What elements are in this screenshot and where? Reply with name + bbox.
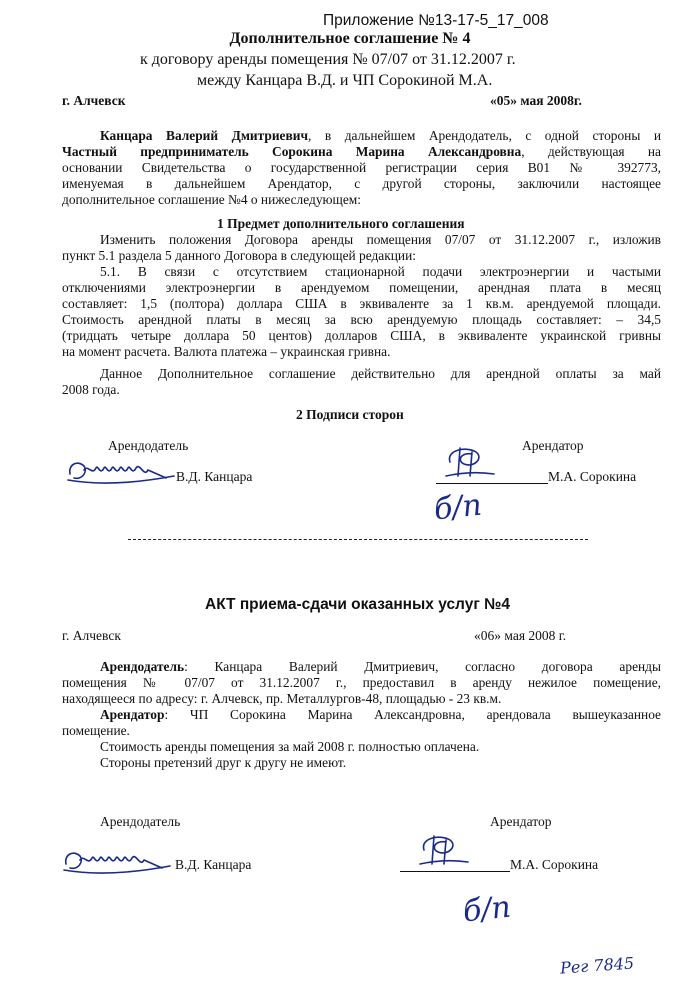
act-date: «06» мая 2008 г. [474,628,567,643]
handwritten-bp-mark-2: б/п [461,889,513,930]
section-2-title: 2 Подписи сторон [296,407,404,422]
handwritten-registration-note: Рег 7845 [559,953,635,978]
act-landlord-line-1 [62,659,661,675]
landlord-signature-1 [62,452,182,488]
intro-line-5: дополнительное соглашение №4 о нижеследующем: [62,192,361,207]
act-tenant-line-1-rest: : ЧП Сорокина Марина Александровна, арендовала вышеуказанное [164,707,661,722]
act-title: АКТ приема-сдачи оказанных услуг №4 [205,596,510,613]
agreement-tenant-label: Арендатор [522,438,584,453]
intro-line-2-rest: , действующая на [521,144,661,159]
agreement-landlord-name: В.Д. Канцара [176,469,253,484]
act-tenant-label: Арендатор [100,707,165,722]
agreement-tenant-name: М.А. Сорокина [548,469,637,484]
validity-paragraph [62,366,661,398]
act-landlord-line-3: находящееся по адресу: г. Алчевск, пр. Металлургов-48, площадью - 23 кв.м. [62,691,502,706]
act-landlord-line-1-rest: : Канцара Валерий Дмитриевич, согласно договора аренды [184,659,661,674]
act-body [62,659,661,771]
landlord-signature-2 [58,840,178,880]
intro-line-2 [62,144,661,160]
act-tenant-name: М.А. Сорокина [510,857,599,872]
section-1-line-1: Изменить положения Договора аренды помещения 07/07 от 31.12.2007 г., изложив [100,232,661,247]
agreement-date: «05» мая 2008г. [490,93,582,108]
agreement-intro [62,128,661,208]
intro-line-1 [62,128,661,144]
section-1-line-4: отключениями электроэнергии в арендуемом помещении, арендная плата в месяц [62,280,661,295]
act-sign-tenant-label: Арендатор [490,814,552,829]
section-separator [128,539,588,540]
act-city: г. Алчевск [62,628,121,643]
validity-line-2: 2008 года. [62,382,120,397]
tenant-signature-2 [410,826,480,872]
act-landlord-name: В.Д. Канцара [175,857,252,872]
handwritten-bp-mark-1: б/п [432,487,484,528]
agreement-title: Дополнительное соглашение № 4 [229,30,471,47]
agreement-subtitle-1: к договору аренды помещения № 07/07 от 31.12.2007 г. [140,51,516,68]
intro-line-1-rest: , в дальнейшем Арендодатель, с одной стороны и [308,128,661,143]
agreement-subtitle-2: между Канцара В.Д. и ЧП Сорокиной М.А. [197,72,493,89]
agreement-landlord-label: Арендодатель [108,438,189,453]
validity-line-1: Данное Дополнительное соглашение действительно для арендной оплаты за май [100,366,661,381]
tenant-full-name: Частный предприниматель Сорокина Марина Александровна [62,144,522,159]
act-landlord-line-2: помещения № 07/07 от 31.12.2007 г., предоставил в аренду нежилое помещение, [62,675,661,690]
section-1-title: 1 Предмет дополнительного соглашения [217,216,465,231]
tenant-signature-1 [436,440,506,484]
act-sign-landlord-label: Арендодатель [100,814,181,829]
landlord-full-name: Канцара Валерий Дмитриевич [100,128,308,143]
section-1-body [62,232,661,360]
act-no-claims-line: Стороны претензий друг к другу не имеют. [100,755,347,770]
section-1-line-7: (тридцать четыре доллара 50 центов) долларов США, в эквиваленте украинской гривны [62,328,661,343]
section-1-line-2: пункт 5.1 раздела 5 данного Договора в следующей редакции: [62,248,416,263]
agreement-city: г. Алчевск [62,93,126,108]
tenant-signature-line-2 [400,871,510,872]
section-1-line-6: Стоимость арендной платы в месяц за всю арендуемую площадь составляет: – 34,5 [62,312,661,327]
act-paid-line: Стоимость аренды помещения за май 2008 г. полностью оплачена. [100,739,480,754]
act-landlord-label: Арендодатель [100,659,185,674]
section-1-line-3: 5.1. В связи с отсутствием стационарной подачи электроэнергии и частыми [100,264,661,279]
intro-line-4: именуемая в дальнейшем Арендатор, с другой стороны, заключили настоящее [62,176,661,191]
tenant-signature-line-1 [436,483,548,484]
section-1-line-5: составляет: 1,5 (полтора) доллара США в эквиваленте за 1 кв.м. арендуемой площади. [62,296,661,311]
act-tenant-line-2: помещение. [62,723,130,738]
section-1-line-8: на момент расчета. Валюта платежа – украинская гривна. [62,344,391,359]
act-tenant-line-1 [62,707,661,723]
header-note: Приложение №13-17-5_17_008 [323,12,549,29]
intro-line-3: основании Свидетельства о государственной регистрации серия В01 № 392773, [62,160,661,175]
